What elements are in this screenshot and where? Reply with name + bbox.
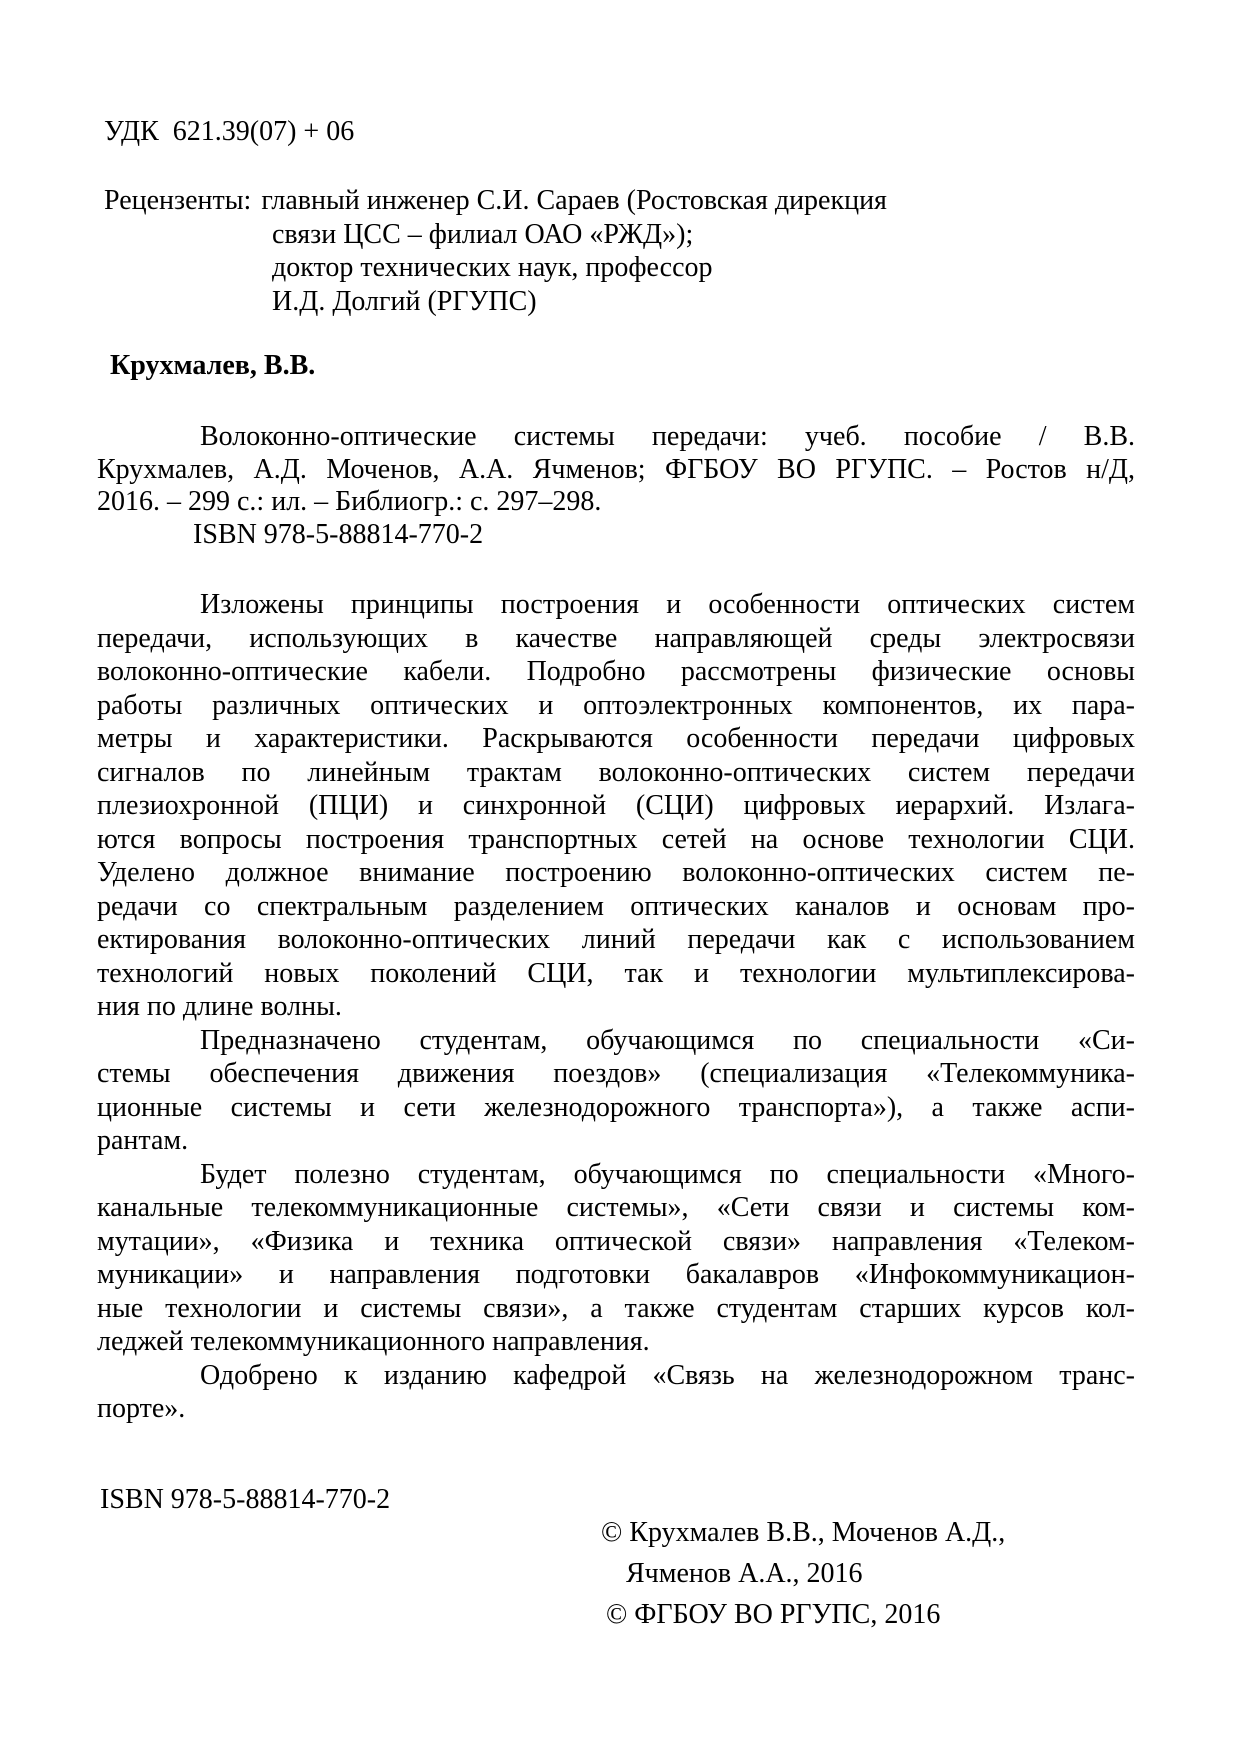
isbn-line: ISBN 978-5-88814-770-2 — [193, 518, 484, 550]
author-heading: Крухмалев, В.В. — [110, 350, 316, 381]
footer-isbn-line: ISBN 978-5-88814-770-2 — [100, 1484, 391, 1515]
annotation-line: муникации» и направления подготовки бакалавров «Инфокоммуникацион- — [97, 1259, 1135, 1290]
annotation-line: стемы обеспечения движения поездов» (специализация «Телекоммуника- — [97, 1058, 1135, 1089]
reviewers-block — [104, 184, 1064, 318]
copyright-line: Ячменов А.А., 2016 — [626, 1558, 863, 1589]
annotation-line: волоконно-оптические кабели. Подробно рассмотрены физические основы — [97, 656, 1135, 687]
annotation-line: порте». — [97, 1393, 186, 1424]
copyright-line: © ФГБОУ ВО РГУПС, 2016 — [606, 1599, 941, 1630]
annotation-line: метры и характеристики. Раскрываются особенности передачи цифровых — [97, 723, 1135, 754]
annotation-line: ются вопросы построения транспортных сетей на основе технологии СЦИ. — [97, 823, 1135, 855]
copyright-line: © Крухмалев В.В., Моченов А.Д., — [601, 1517, 1006, 1548]
annotation-line: Изложены принципы построения и особенности оптических систем — [200, 589, 1135, 620]
reviewer-line — [104, 184, 1064, 218]
annotation-line: сигналов по линейным трактам волоконно-оптических систем передачи — [97, 756, 1135, 788]
bibliographic-line: Крухмалев, А.Д. Моченов, А.А. Ячменов; ФГБОУ ВО РГУПС. – Ростов н/Д, — [97, 453, 1135, 485]
annotation-block — [97, 588, 1135, 1426]
copyright-block — [601, 1512, 1005, 1635]
annotation-line: ния по длине волны. — [97, 991, 342, 1022]
annotation-line: передачи, использующих в качестве направляющей среды электросвязи — [97, 622, 1135, 654]
annotation-line: рантам. — [97, 1125, 189, 1156]
annotation-line: работы различных оптических и оптоэлектронных компонентов, их пара- — [97, 689, 1135, 721]
bibliographic-description — [97, 421, 1135, 551]
annotation-line: Будет полезно студентам, обучающимся по специальности «Много- — [200, 1158, 1135, 1190]
annotation-line: Уделено должное внимание построению волоконно-оптических систем пе- — [97, 857, 1135, 888]
annotation-line: ные технологии и системы связи», а также студентам старших курсов кол- — [97, 1292, 1135, 1324]
reviewer-line: связи ЦСС – филиал ОАО «РЖД»); — [272, 218, 694, 250]
annotation-line: Предназначено студентам, обучающимся по специальности «Си- — [200, 1024, 1135, 1056]
reviewer-line-text: главный инженер С.И. Сараев (Ростовская дирекция — [261, 185, 887, 216]
annotation-line: плезиохронной (ПЦИ) и синхронной (СЦИ) цифровых иерархий. Излага- — [97, 790, 1135, 821]
reviewer-line: доктор технических наук, профессор — [272, 252, 713, 283]
bibliographic-line: 2016. – 299 с.: ил. – Библиогр.: с. 297–298. — [97, 486, 602, 517]
bibliographic-line: Волоконно-оптические системы передачи: учеб. пособие / В.В. — [200, 421, 1135, 452]
annotation-line: канальные телекоммуникационные системы», «Сети связи и системы ком- — [97, 1192, 1135, 1223]
annotation-line: мутации», «Физика и техника оптической связи» направления «Телеком- — [97, 1225, 1135, 1257]
udk-classification-line: УДК 621.39(07) + 06 — [104, 116, 355, 147]
annotation-line: редачи со спектральным разделением оптических каналов и основам про- — [97, 890, 1135, 922]
annotation-line: ционные системы и сети железнодорожного транспорта»), а также аспи- — [97, 1091, 1135, 1123]
reviewers-label: Рецензенты: — [104, 185, 252, 216]
annotation-line: технологий новых поколений СЦИ, так и технологии мультиплексирова- — [97, 957, 1135, 989]
annotation-line: леджей телекоммуникационного направления. — [97, 1326, 650, 1357]
annotation-line: Одобрено к изданию кафедрой «Связь на железнодорожном транс- — [200, 1359, 1135, 1391]
annotation-line: ектирования волоконно-оптических линий передачи как с использованием — [97, 924, 1135, 955]
reviewer-line: И.Д. Долгий (РГУПС) — [272, 285, 537, 317]
